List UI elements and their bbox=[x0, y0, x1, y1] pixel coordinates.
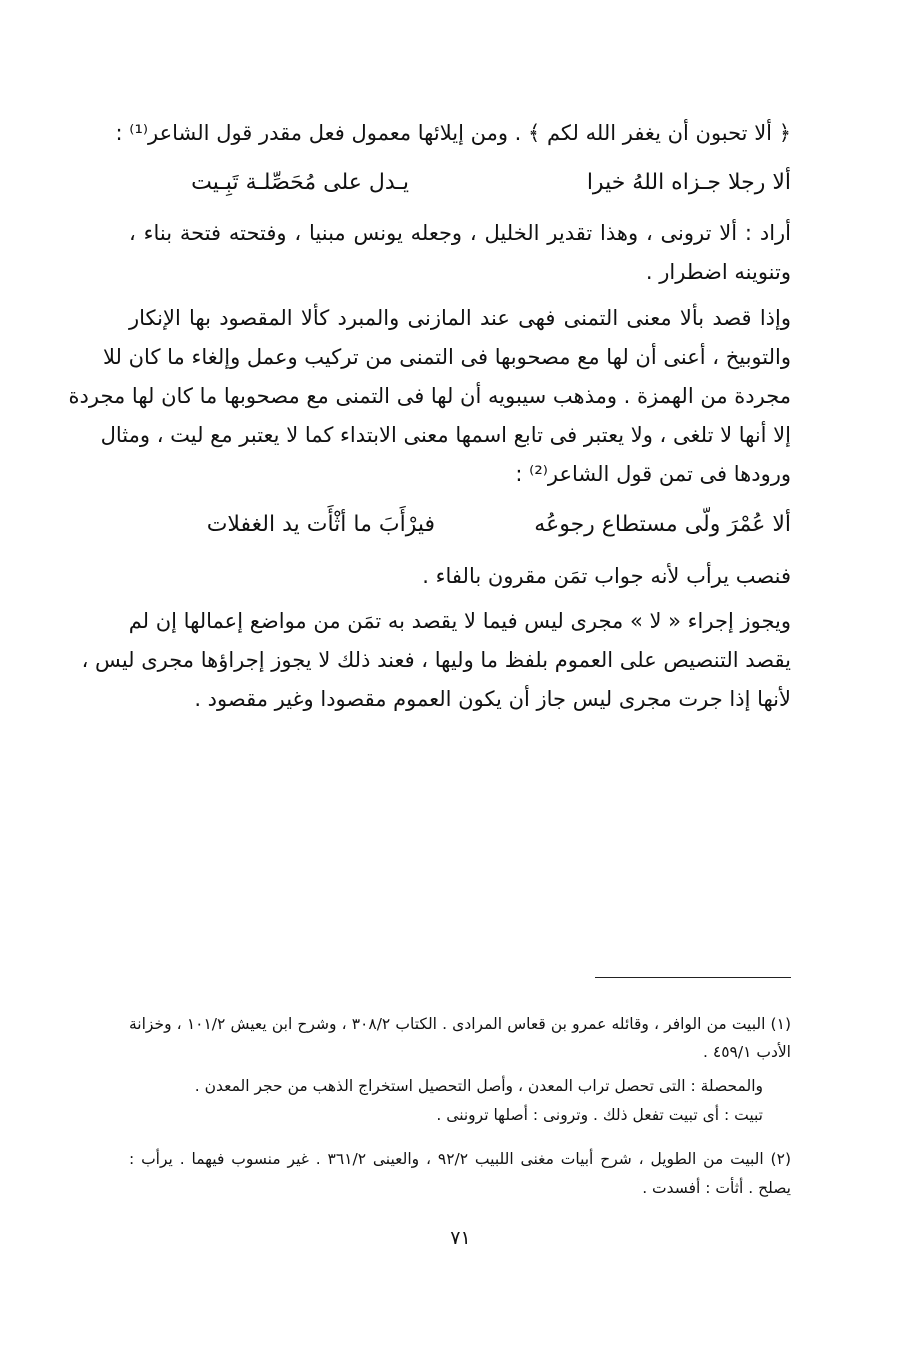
text-line: وتنوينه اضطرار . bbox=[645, 260, 791, 284]
footnote-line: يصلح . أثأت : أفسدت . bbox=[642, 1179, 791, 1197]
footnote-line: الأدب ٤٥٩/١ . bbox=[703, 1043, 791, 1061]
text-line: وإذا قصد بألا معنى التمنى فهى عند المازنى والمبرد كألا المقصود بها الإنكار bbox=[129, 306, 791, 330]
text-line: لأنها إذا جرت مجرى ليس جاز أن يكون العموم مقصودا وغير مقصود . bbox=[194, 687, 791, 711]
footnote-line: والمحصلة : التى تحصل تراب المعدن ، وأصل التحصيل استخراج الذهب من حجر المعدن . bbox=[194, 1077, 763, 1095]
footnote-line: (١) البيت من الوافر ، وقائله عمرو بن قعاس المرادى . الكتاب ٣٠٨/٢ ، وشرح ابن يعيش ١٠١/٢ ، وخزانة bbox=[129, 1015, 791, 1033]
text-line: أراد : ألا ترونى ، وهذا تقدير الخليل ، وجعله يونس مبنيا ، وفتحته فتحة بناء ، bbox=[129, 221, 791, 245]
text-line: والتوبيخ ، أعنى أن لها مع مصحوبها فى التمنى من تركيب وعمل وإلغاء ما كان للا bbox=[103, 345, 791, 369]
text-line: يقصد التنصيص على العموم بلفظ ما وليها ، فعند ذلك لا يجوز إجراؤها مجرى ليس ، bbox=[81, 648, 791, 672]
verse-2-second-hemistich: فيرْأَبَ ما أثْأَت يد الغفلات bbox=[206, 512, 435, 537]
text-line: ﴿ ألا تحبون أن يغفر الله لكم ﴾ . ومن إيلائها معمول فعل مقدر قول الشاعر⁽¹⁾ : bbox=[115, 121, 791, 145]
text-line: مجردة من الهمزة . ومذهب سيبويه أن لها فى التمنى مع مصحوبها ما كان لها مجردة bbox=[68, 384, 791, 408]
page-number: ٧١ bbox=[450, 1227, 471, 1249]
footnote-separator bbox=[595, 977, 791, 978]
footnote-line: (٢) البيت من الطويل ، شرح أبيات مغنى اللبيب ٩٢/٢ ، والعينى ٣٦١/٢ . غير منسوب فيهما . يرأب : bbox=[129, 1150, 791, 1168]
text-line: فنصب يرأب لأنه جواب تمَن مقرون بالفاء . bbox=[422, 564, 791, 588]
text-line: ورودها فى تمن قول الشاعر⁽²⁾ : bbox=[515, 462, 791, 486]
text-line: ويجوز إجراء « لا » مجرى ليس فيما لا يقصد به تمَن من مواضع إعمالها إن لم bbox=[128, 609, 791, 633]
verse-1-first-hemistich: ألا رجلا جـزاه اللهُ خيرا bbox=[586, 170, 791, 195]
verse-2-first-hemistich: ألا عُمْرَ ولّى مستطاع رجوعُه bbox=[534, 512, 791, 537]
text-line: إلا أنها لا تلغى ، ولا يعتبر فى تابع اسمها معنى الابتداء كما لا يعتبر مع ليت ، ومثال bbox=[100, 423, 791, 447]
verse-1-second-hemistich: يـدل على مُحَصِّلـة تَبِـيت bbox=[191, 170, 409, 195]
footnote-line: تبيت : أى تبيت تفعل ذلك . وترونى : أصلها تروننى . bbox=[436, 1106, 763, 1124]
